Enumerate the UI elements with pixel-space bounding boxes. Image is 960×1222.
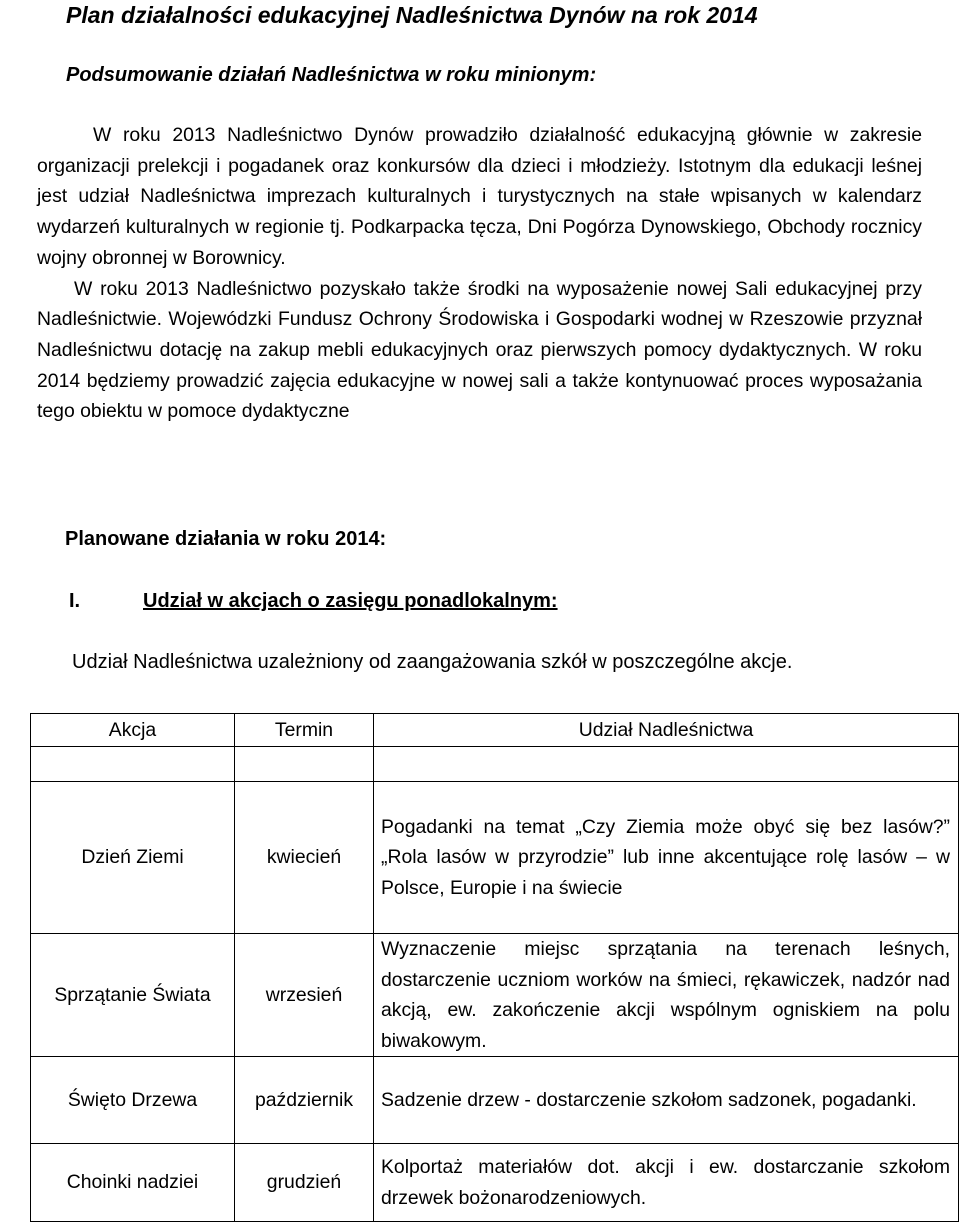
- header-term: Termin: [235, 714, 374, 747]
- header-participation: Udział Nadleśnictwa: [374, 714, 959, 747]
- action-cell: Choinki nadziei: [31, 1144, 235, 1222]
- header-action: Akcja: [31, 714, 235, 747]
- table-spacer-row: [31, 747, 959, 782]
- participation-cell: Sadzenie drzew - dostarczenie szkołom sadzonek, pogadanki.: [374, 1057, 959, 1144]
- action-cell: Dzień Ziemi: [31, 782, 235, 934]
- paragraph-1: W roku 2013 Nadleśnictwo Dynów prowadziło działalność edukacyjną głównie w zakresie organizacji prelekcji i pogadanek oraz konkursów dla dzieci i młodzieży. Istotnym dla edukacji leśnej jest udział Nadleśnictwa imprezach kulturalnych i turystycznych na stałe wpisanych w kalendarz wydarzeń kulturalnych w regionie tj. Podkarpacka tęcza, Dni Pogórza Dynowskiego, Obchody rocznicy wojny obronnej w Borownicy.: [37, 124, 922, 269]
- table-row: [31, 934, 959, 1057]
- table-header-row: [31, 714, 959, 747]
- participation-cell: Kolportaż materiałów dot. akcji i ew. dostarczanie szkołom drzewek bożonarodzeniowych.: [374, 1144, 959, 1222]
- term-cell: grudzień: [235, 1144, 374, 1222]
- document-title: Plan działalności edukacyjnej Nadleśnictwa Dynów na rok 2014: [66, 2, 758, 28]
- section-number: I.: [69, 590, 81, 612]
- section-title: Udział w akcjach o zasięgu ponadlokalnym:: [143, 590, 558, 612]
- participation-cell: Pogadanki na temat „Czy Ziemia może obyć się bez lasów?” „Rola lasów w przyrodzie” lub inne akcentujące rolę lasów – w Polsce, Europie i na świecie: [374, 782, 959, 934]
- section-heading: [69, 590, 558, 613]
- table-row: [31, 1144, 959, 1222]
- action-cell: Święto Drzewa: [31, 1057, 235, 1144]
- planned-heading: Planowane działania w roku 2014:: [65, 528, 387, 550]
- section-note: Udział Nadleśnictwa uzależniony od zaangażowania szkół w poszczególne akcje.: [72, 651, 793, 673]
- term-cell: wrzesień: [235, 934, 374, 1057]
- paragraph-2: W roku 2013 Nadleśnictwo pozyskało także środki na wyposażenie nowej Sali edukacyjnej przy Nadleśnictwie. Wojewódzki Fundusz Ochrony Środowiska i Gospodarki wodnej w Rzeszowie przyznał Nadleśnictwu dotację na zakup mebli edukacyjnych oraz pierwszych pomocy dydaktycznych. W roku 2014 będziemy prowadzić zajęcia edukacyjne w nowej sali a także kontynuować proces wyposażania tego obiektu w pomoce dydaktyczne: [37, 277, 922, 423]
- summary-text: [37, 120, 922, 427]
- action-cell: Sprzątanie Świata: [31, 934, 235, 1057]
- participation-cell: Wyznaczenie miejsc sprzątania na terenach leśnych, dostarczenie uczniom worków na śmieci, rękawiczek, nadzór nad akcją, ew. zakończenie akcji wspólnym ogniskiem na polu biwakowym.: [374, 934, 959, 1057]
- term-cell: październik: [235, 1057, 374, 1144]
- table-row: [31, 1057, 959, 1144]
- summary-heading: Podsumowanie działań Nadleśnictwa w roku minionym:: [66, 64, 597, 86]
- actions-table: [30, 713, 959, 1222]
- term-cell: kwiecień: [235, 782, 374, 934]
- table-row: [31, 782, 959, 934]
